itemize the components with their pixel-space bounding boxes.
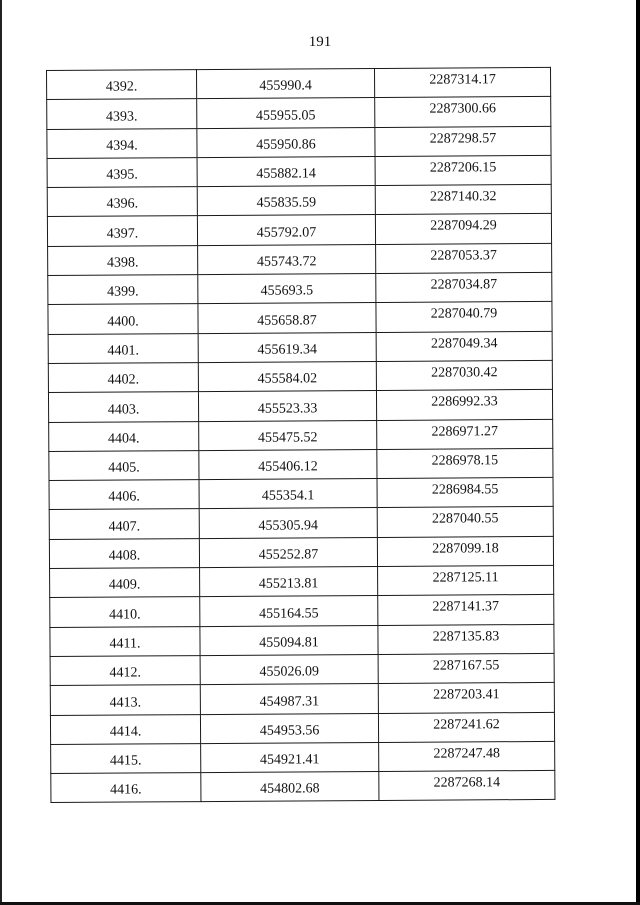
x-coordinate-cell: 454953.56 — [200, 713, 378, 743]
point-number-cell: 4413. — [50, 685, 200, 715]
x-coordinate-cell: 455406.12 — [199, 449, 377, 479]
x-coordinate-cell: 455475.52 — [199, 420, 377, 450]
y-coordinate-cell: 2286984.55 — [377, 478, 553, 508]
x-coordinate-cell: 455305.94 — [199, 508, 377, 538]
table-row — [51, 771, 555, 803]
y-coordinate-cell: 2287040.79 — [376, 302, 552, 332]
x-coordinate-cell: 455882.14 — [197, 156, 375, 186]
page-edge-left — [0, 0, 2, 905]
y-coordinate-cell: 2287049.34 — [376, 331, 552, 361]
point-number-cell: 4398. — [48, 245, 198, 275]
y-coordinate-cell: 2286992.33 — [376, 390, 552, 420]
y-coordinate-cell: 2287140.32 — [375, 185, 551, 215]
x-coordinate-cell: 455743.72 — [198, 244, 376, 274]
x-coordinate-cell: 455584.02 — [198, 361, 376, 391]
point-number-cell: 4412. — [50, 656, 200, 686]
y-coordinate-cell: 2287314.17 — [374, 67, 550, 97]
point-number-cell: 4397. — [47, 216, 197, 246]
y-coordinate-cell: 2287030.42 — [376, 360, 552, 390]
table-row — [47, 185, 551, 217]
x-coordinate-cell: 455026.09 — [200, 654, 378, 684]
y-coordinate-cell: 2287298.57 — [375, 126, 551, 156]
point-number-cell: 4393. — [47, 99, 197, 129]
point-number-cell: 4405. — [49, 450, 199, 480]
x-coordinate-cell: 454987.31 — [200, 684, 378, 714]
table-row — [50, 624, 554, 656]
point-number-cell: 4407. — [49, 509, 199, 539]
y-coordinate-cell: 2287300.66 — [375, 97, 551, 127]
point-number-cell: 4399. — [48, 275, 198, 305]
x-coordinate-cell: 454802.68 — [201, 772, 379, 802]
x-coordinate-cell: 455213.81 — [200, 567, 378, 597]
table-row — [49, 478, 553, 510]
point-number-cell: 4404. — [49, 421, 199, 451]
table-row — [49, 448, 553, 480]
x-coordinate-cell: 455252.87 — [199, 537, 377, 567]
y-coordinate-cell: 2287167.55 — [378, 653, 554, 683]
x-coordinate-cell: 455164.55 — [200, 596, 378, 626]
table-row — [48, 302, 552, 334]
y-coordinate-cell: 2287135.83 — [378, 624, 554, 654]
table-row — [50, 653, 554, 685]
y-coordinate-cell: 2287053.37 — [376, 243, 552, 273]
y-coordinate-cell: 2287099.18 — [377, 536, 553, 566]
table-row — [47, 126, 551, 158]
table-row — [49, 419, 553, 451]
x-coordinate-cell: 455094.81 — [200, 625, 378, 655]
x-coordinate-cell: 455835.59 — [197, 186, 375, 216]
coordinates-table — [46, 67, 555, 803]
table-row — [49, 507, 553, 539]
table-row — [48, 331, 552, 363]
point-number-cell: 4414. — [50, 714, 200, 744]
point-number-cell: 4411. — [50, 626, 200, 656]
y-coordinate-cell: 2287125.11 — [378, 565, 554, 595]
table-row — [50, 595, 554, 627]
table-row — [49, 536, 553, 568]
y-coordinate-cell: 2287247.48 — [379, 741, 555, 771]
point-number-cell: 4396. — [47, 187, 197, 217]
y-coordinate-cell: 2287040.55 — [377, 507, 553, 537]
y-coordinate-cell: 2287206.15 — [375, 155, 551, 185]
y-coordinate-cell: 2287141.37 — [378, 595, 554, 625]
point-number-cell: 4402. — [48, 363, 198, 393]
x-coordinate-cell: 455354.1 — [199, 479, 377, 509]
x-coordinate-cell: 455950.86 — [197, 127, 375, 157]
x-coordinate-cell: 455990.4 — [197, 68, 375, 98]
point-number-cell: 4395. — [47, 157, 197, 187]
y-coordinate-cell: 2287094.29 — [375, 214, 551, 244]
x-coordinate-cell: 455523.33 — [198, 391, 376, 421]
point-number-cell: 4410. — [50, 597, 200, 627]
page-edge-right — [636, 0, 640, 905]
coordinates-table-body — [47, 67, 555, 802]
table-row — [47, 67, 551, 99]
point-number-cell: 4394. — [47, 128, 197, 158]
x-coordinate-cell: 455792.07 — [197, 215, 375, 245]
table-row — [47, 155, 551, 187]
y-coordinate-cell: 2287241.62 — [378, 712, 554, 742]
x-coordinate-cell: 454921.41 — [201, 742, 379, 772]
y-coordinate-cell: 2286978.15 — [377, 448, 553, 478]
table-row — [48, 243, 552, 275]
table-row — [50, 565, 554, 597]
y-coordinate-cell: 2286971.27 — [377, 419, 553, 449]
y-coordinate-cell: 2287034.87 — [376, 272, 552, 302]
table-row — [47, 97, 551, 129]
point-number-cell: 4403. — [48, 392, 198, 422]
point-number-cell: 4400. — [48, 304, 198, 334]
point-number-cell: 4392. — [47, 70, 197, 100]
y-coordinate-cell: 2287203.41 — [378, 683, 554, 713]
coordinates-table-container — [46, 67, 554, 803]
x-coordinate-cell: 455693.5 — [198, 274, 376, 304]
table-row — [47, 214, 551, 246]
x-coordinate-cell: 455619.34 — [198, 332, 376, 362]
x-coordinate-cell: 455955.05 — [197, 98, 375, 128]
y-coordinate-cell: 2287268.14 — [379, 771, 555, 801]
page-number: 191 — [308, 34, 332, 50]
table-row — [51, 741, 555, 773]
table-row — [48, 360, 552, 392]
x-coordinate-cell: 455658.87 — [198, 303, 376, 333]
table-row — [50, 683, 554, 715]
point-number-cell: 4406. — [49, 480, 199, 510]
point-number-cell: 4409. — [50, 568, 200, 598]
point-number-cell: 4415. — [51, 743, 201, 773]
table-row — [50, 712, 554, 744]
point-number-cell: 4401. — [48, 333, 198, 363]
table-row — [48, 272, 552, 304]
table-row — [48, 390, 552, 422]
point-number-cell: 4416. — [51, 773, 201, 803]
point-number-cell: 4408. — [49, 538, 199, 568]
